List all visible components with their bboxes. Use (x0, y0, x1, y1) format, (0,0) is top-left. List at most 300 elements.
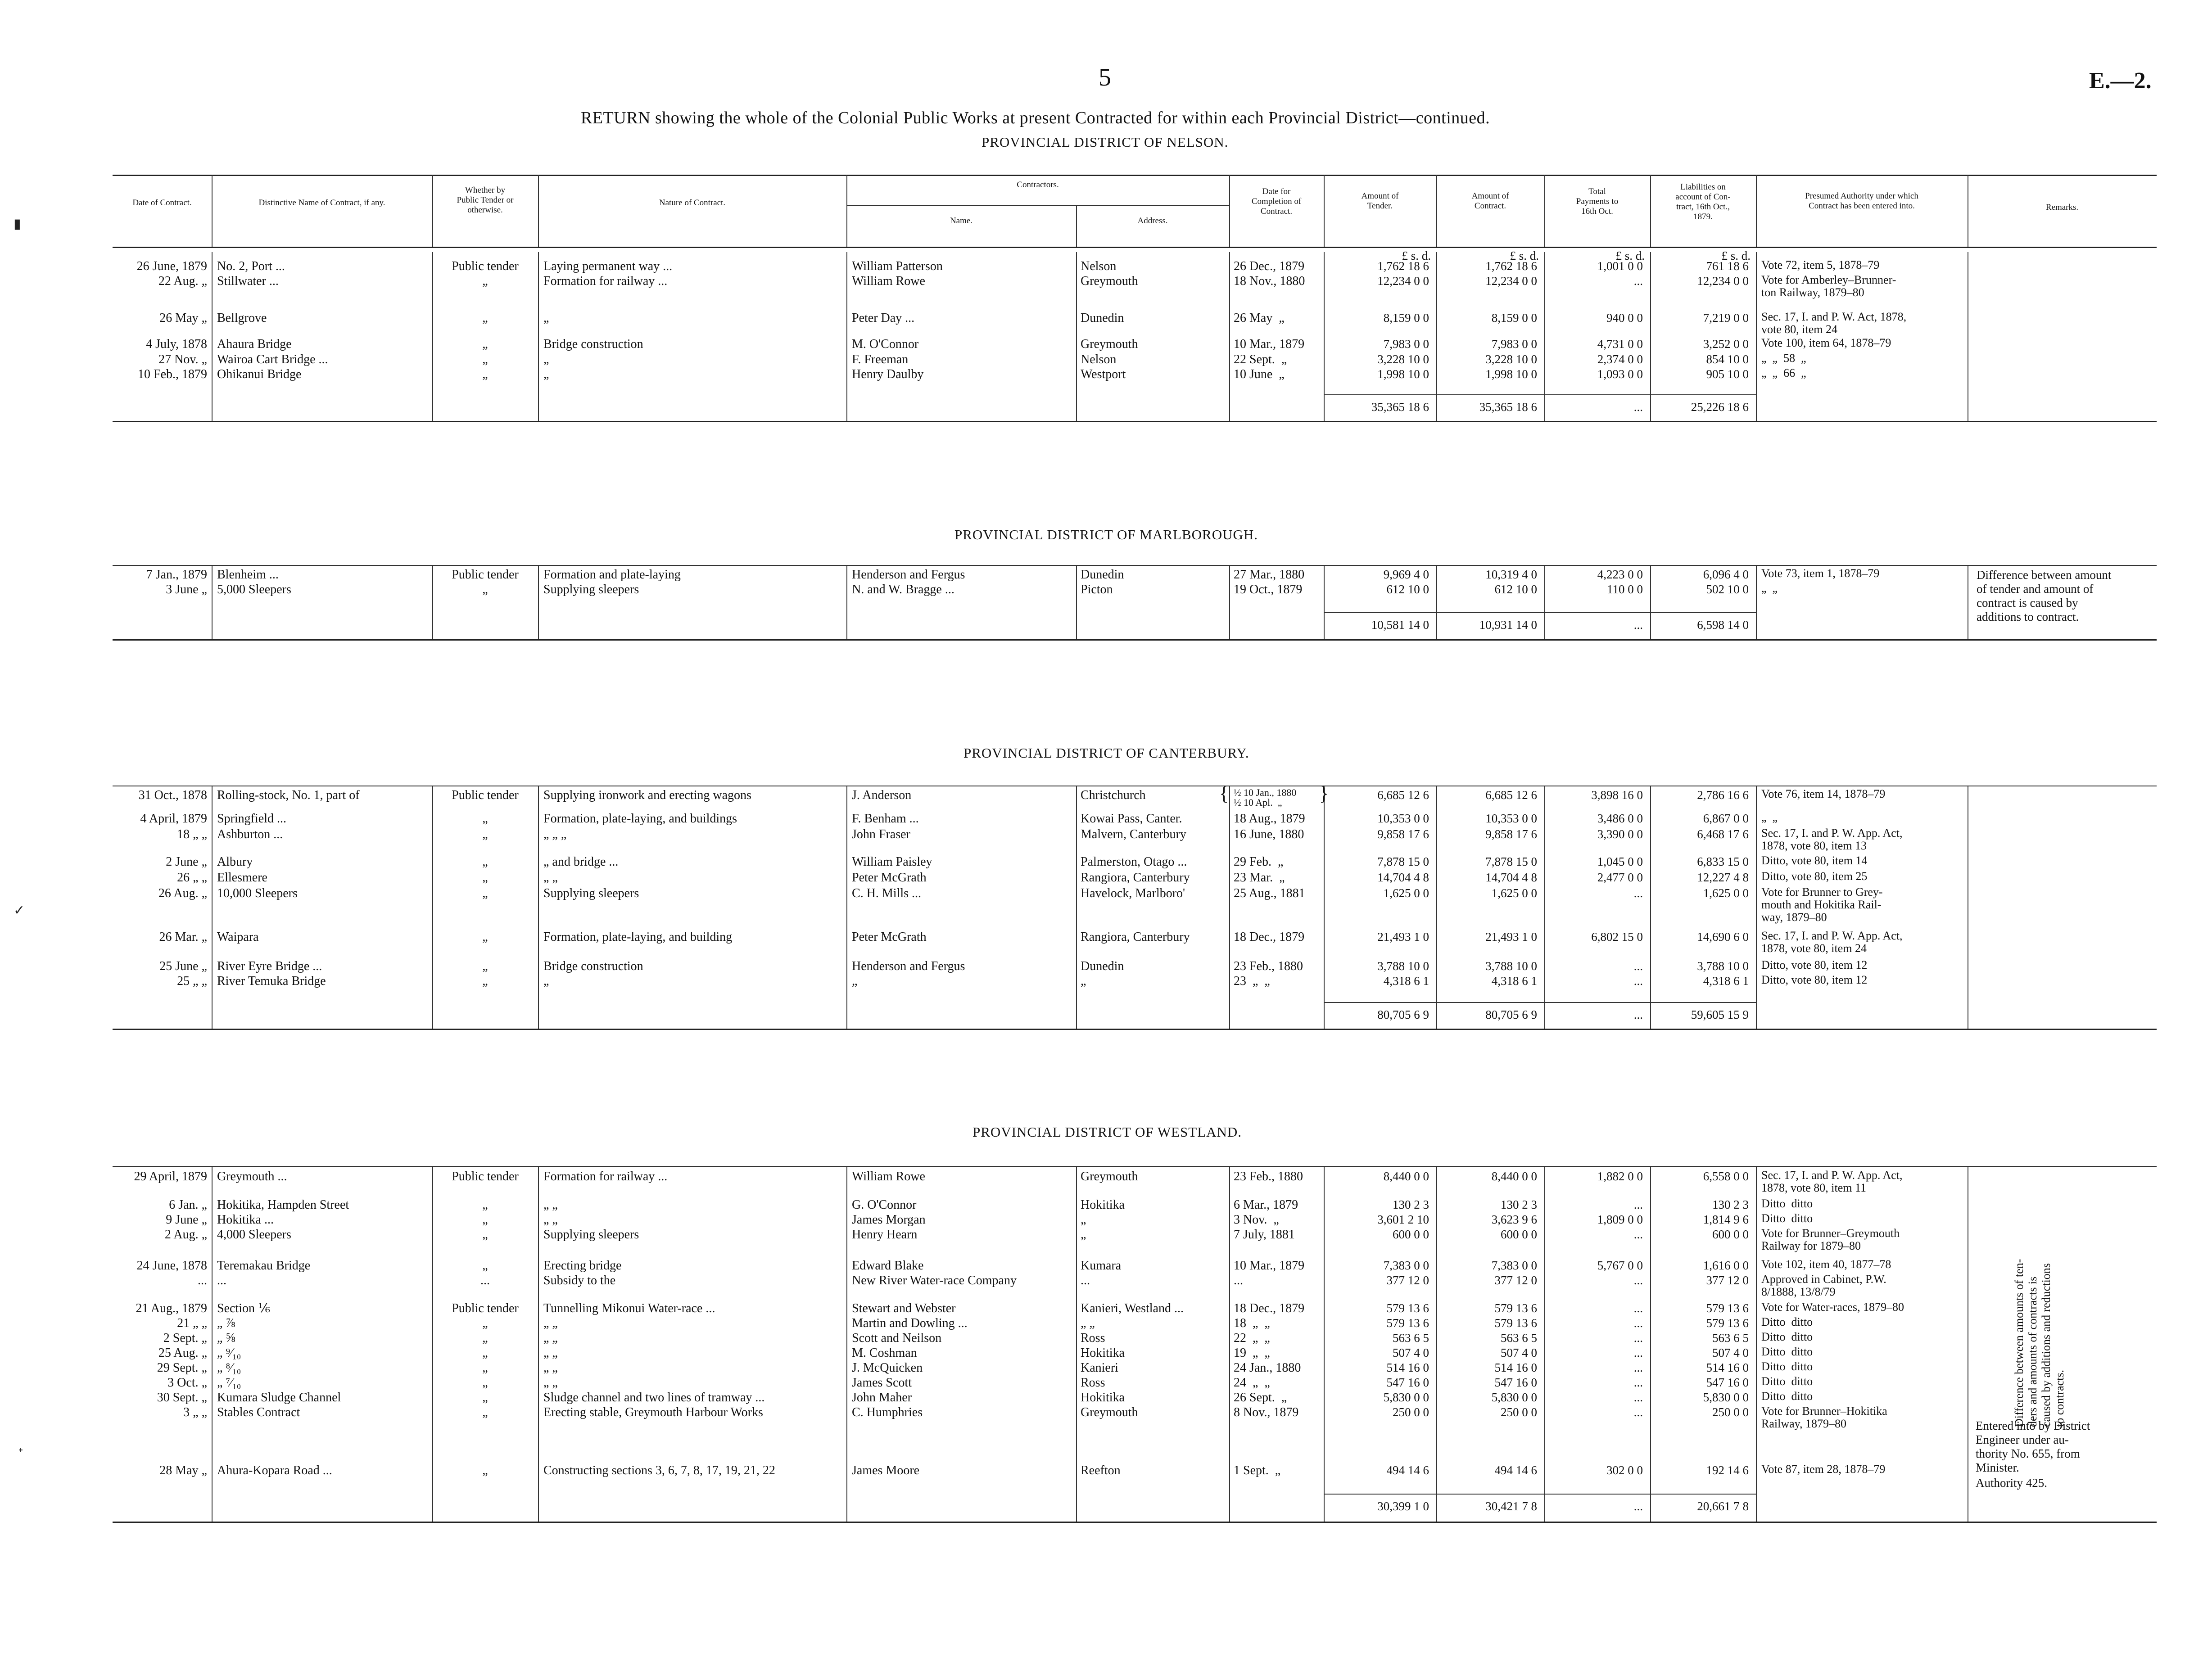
westland-row-nature: Erecting bridge (543, 1259, 622, 1273)
westland-row-contractor-name: Martin and Dowling ... (852, 1316, 968, 1330)
nelson-row-date: 4 July, 1878 (146, 337, 207, 351)
westland-row-date: 29 April, 1879 (134, 1170, 207, 1183)
nelson-row-tender-method: „ (482, 367, 488, 381)
westland-row-completion-date: 26 Sept. „ (1234, 1391, 1287, 1405)
rule (432, 565, 433, 639)
westland-row-amount: 494 14 6 (1494, 1463, 1537, 1477)
westland-row-date: 28 May „ (159, 1463, 207, 1477)
westland-row-completion-date: 7 July, 1881 (1234, 1228, 1295, 1242)
marlborough-row-amount: 6,096 4 0 (1703, 568, 1749, 581)
nelson-row-authority: Vote 100, item 64, 1878–79 (1761, 336, 1891, 349)
margin-mark: ᐩ (18, 1445, 23, 1460)
marlborough-row-completion-date: 19 Oct., 1879 (1234, 583, 1303, 596)
nelson-row-contract-name: Stillwater ... (217, 274, 279, 288)
canterbury-row-contractor-address: Havelock, Marlboro' (1081, 886, 1185, 900)
rule (538, 1166, 539, 1522)
westland-row-amount: 507 4 0 (1712, 1346, 1749, 1359)
westland-row-completion-date: 19 „ „ (1234, 1346, 1270, 1360)
nelson-row-authority: Vote for Amberley–Brunner- ton Railway, 1879–80 (1761, 273, 1896, 299)
canterbury-row-contractor-address: Dunedin (1081, 959, 1124, 973)
canterbury-row-contract-name: River Eyre Bridge ... (217, 959, 322, 973)
westland-row-contractor-address: Hokitika (1081, 1346, 1125, 1360)
westland-row-contractor-name: William Rowe (852, 1170, 925, 1183)
rule (432, 786, 433, 1029)
westland-row-tender-method: „ (482, 1331, 488, 1345)
nelson-row-completion-date: 18 Nov., 1880 (1234, 274, 1305, 288)
canterbury-row-tender-method: Public tender (452, 788, 519, 802)
westland-row-contractor-name: C. Humphries (852, 1405, 923, 1419)
rule (113, 247, 2157, 248)
westland-row-amount: 3,623 9 6 (1491, 1213, 1537, 1226)
marlborough-row-amount: 612 10 0 (1494, 583, 1537, 596)
westland-row-tender-method: „ (482, 1198, 488, 1212)
westland-row-nature: Supplying sleepers (543, 1228, 639, 1242)
canterbury-row-nature: „ „ (543, 871, 558, 885)
westland-row-amount: 514 16 0 (1386, 1361, 1429, 1374)
westland-row-authority: Sec. 17, I. and P. W. App. Act, 1878, vote 80, item 11 (1761, 1169, 1903, 1194)
rule (1650, 252, 1651, 421)
canterbury-row-amount: 9,858 17 6 (1377, 827, 1429, 841)
canterbury-row-amount: 1,625 0 0 (1383, 886, 1429, 900)
westland-row-nature: „ „ (543, 1376, 558, 1390)
westland-row-date: 2 Aug. „ (164, 1228, 207, 1242)
westland-row-amount: 130 2 3 (1712, 1198, 1749, 1211)
nelson-row-amount: 905 10 0 (1706, 367, 1749, 381)
canterbury-row-contractor-name: Peter McGrath (852, 871, 927, 885)
westland-row-amount: 514 16 0 (1494, 1361, 1537, 1374)
westland-row-contractor-address: „ (1081, 1228, 1086, 1242)
westland-row-amount: 579 13 6 (1386, 1316, 1429, 1330)
nelson-row-contractor-name: William Patterson (852, 259, 943, 273)
westland-row-contract-name: 4,000 Sleepers (217, 1228, 291, 1242)
westland-row-amount: 377 12 0 (1706, 1274, 1749, 1287)
rule (1544, 786, 1545, 1029)
canterbury-row-amount: ... (1633, 959, 1643, 973)
canterbury-row-contractor-address: Malvern, Canterbury (1081, 827, 1186, 841)
westland-row-contractor-address: Ross (1081, 1331, 1105, 1345)
westland-row-amount: 3,601 2 10 (1377, 1213, 1429, 1226)
westland-row-contractor-name: M. Coshman (852, 1346, 917, 1360)
rule (538, 786, 539, 1029)
rule (1756, 252, 1757, 421)
rule (1229, 1166, 1230, 1522)
canterbury-row-date: 18 „ „ (177, 827, 207, 841)
westland-district-title: PROVINCIAL DISTRICT OF WESTLAND. (973, 1124, 1242, 1140)
westland-row-contractor-name: Stewart and Webster (852, 1301, 956, 1315)
canterbury-row-amount: 14,704 4 8 (1377, 871, 1429, 884)
westland-row-authority: Vote for Water-races, 1879–80 (1761, 1301, 1904, 1314)
nelson-row-amount: 1,762 18 6 (1485, 259, 1537, 273)
canterbury-row-amount: ... (1633, 886, 1643, 900)
rule (1076, 1166, 1077, 1522)
westland-row-tender-method: „ (482, 1259, 488, 1273)
westland-row-contractor-name: J. McQuicken (852, 1361, 923, 1375)
canterbury-row-date: 2 June „ (166, 855, 207, 869)
canterbury-row-contract-name: Ashburton ... (217, 827, 283, 841)
westland-row-amount: 8,440 0 0 (1491, 1170, 1537, 1183)
marlborough-total: 10,931 14 0 (1479, 618, 1537, 632)
westland-row-authority: Ditto ditto (1761, 1197, 1813, 1210)
marlborough-row-contractor-name: N. and W. Bragge ... (852, 583, 954, 596)
westland-row-nature: „ „ (543, 1331, 558, 1345)
canterbury-row-completion-date: 16 June, 1880 (1234, 827, 1304, 841)
westland-row-nature: „ „ (543, 1198, 558, 1212)
canterbury-row-authority: Vote 76, item 14, 1878–79 (1761, 787, 1886, 800)
page-title: RETURN showing the whole of the Colonial Public Works at present Contracted for within each Provincial District—continued. (581, 108, 1490, 127)
canterbury-row-amount: 6,685 12 6 (1485, 788, 1537, 802)
westland-row-date: 21 „ „ (177, 1316, 207, 1330)
marlborough-row-amount: 612 10 0 (1386, 583, 1429, 596)
westland-row-contractor-address: „ „ (1081, 1316, 1095, 1330)
westland-row-authority: Vote 102, item 40, 1877–78 (1761, 1258, 1891, 1271)
canterbury-total: ... (1633, 1008, 1643, 1021)
westland-total: ... (1633, 1499, 1643, 1513)
rule (1324, 565, 1325, 639)
rule (1324, 252, 1325, 421)
nelson-row-amount: 2,374 0 0 (1597, 352, 1643, 366)
brace-mark: { (1219, 782, 1229, 804)
westland-row-tender-method: „ (482, 1346, 488, 1360)
nelson-row-contractor-name: Henry Daulby (852, 367, 924, 381)
canterbury-row-authority: Sec. 17, I. and P. W. App. Act, 1878, vote 80, item 24 (1761, 929, 1903, 955)
nelson-row-amount: 1,762 18 6 (1377, 259, 1429, 273)
canterbury-row-contractor-name: C. H. Mills ... (852, 886, 922, 900)
rule (1324, 786, 1325, 1029)
westland-row-amount: 494 14 6 (1386, 1463, 1429, 1477)
col-header-name: Distinctive Name of Contract, if any. (258, 198, 385, 208)
rule (1229, 565, 1230, 639)
westland-row-contractor-name: John Maher (852, 1391, 912, 1405)
westland-row-amount: 377 12 0 (1386, 1274, 1429, 1287)
nelson-row-authority: Sec. 17, I. and P. W. Act, 1878, vote 80, item 24 (1761, 310, 1907, 336)
canterbury-row-nature: Bridge construction (543, 959, 643, 973)
westland-row-contractor-name: James Morgan (852, 1213, 926, 1227)
nelson-row-contractor-name: Peter Day ... (852, 311, 915, 325)
westland-row-completion-date: ... (1234, 1274, 1243, 1287)
canterbury-row-completion-date: 23 Mar. „ (1234, 871, 1285, 885)
canterbury-row-contractor-name: Peter McGrath (852, 930, 927, 944)
westland-row-amount: 563 6 5 (1393, 1331, 1429, 1345)
nelson-total: 35,365 18 6 (1479, 400, 1537, 414)
canterbury-row-amount: 2,786 16 6 (1697, 788, 1749, 802)
col-header-payments: Total Payments to 16th Oct. (1576, 187, 1619, 216)
canterbury-row-contract-name: Rolling-stock, No. 1, part of (217, 788, 360, 802)
nelson-row-completion-date: 22 Sept. „ (1234, 352, 1287, 366)
rule (212, 175, 213, 247)
nelson-row-amount: 761 18 6 (1706, 259, 1749, 273)
marlborough-row-nature: Formation and plate-laying (543, 568, 681, 582)
nelson-row-date: 26 June, 1879 (136, 259, 207, 273)
rule (1076, 205, 1077, 247)
canterbury-row-authority: Ditto, vote 80, item 14 (1761, 854, 1868, 867)
westland-row-amount: 7,383 0 0 (1383, 1259, 1429, 1272)
nelson-row-contractor-name: F. Freeman (852, 352, 909, 366)
westland-row-amount: ... (1633, 1405, 1643, 1419)
rule (113, 565, 2157, 566)
rule (1544, 565, 1545, 639)
rule (1229, 252, 1230, 421)
document-reference: E.—2. (2089, 68, 2152, 94)
canterbury-row-tender-method: „ (482, 930, 488, 944)
nelson-total: 35,365 18 6 (1371, 400, 1429, 414)
westland-row-amount: 1,882 0 0 (1597, 1170, 1643, 1183)
rule (212, 786, 213, 1029)
canterbury-row-tender-method: „ (482, 959, 488, 973)
col-header-contractors: Contractors. (1017, 180, 1059, 190)
westland-row-tender-method: „ (482, 1316, 488, 1330)
canterbury-row-completion-date: ½ 10 Jan., 1880 ½ 10 Apl. „ (1234, 787, 1297, 808)
canterbury-row-amount: 6,867 0 0 (1703, 812, 1749, 825)
col-header-contractor-name: Name. (950, 216, 973, 226)
marlborough-row-contractor-address: Picton (1081, 583, 1113, 596)
westland-row-amount: ... (1633, 1198, 1643, 1211)
rule (538, 252, 539, 421)
nelson-row-amount: 12,234 0 0 (1377, 274, 1429, 288)
westland-row-contract-name: Stables Contract (217, 1405, 300, 1419)
westland-row-nature: „ „ (543, 1346, 558, 1360)
westland-row-amount: 250 0 0 (1712, 1405, 1749, 1419)
canterbury-row-contractor-address: Palmerston, Otago ... (1081, 855, 1187, 869)
nelson-row-contractor-address: Nelson (1081, 352, 1117, 366)
rule (1076, 565, 1077, 639)
westland-row-tender-method: „ (482, 1213, 488, 1227)
canterbury-row-date: 25 June „ (159, 959, 207, 973)
westland-row-contract-name: Kumara Sludge Channel (217, 1391, 341, 1405)
westland-row-date: 3 „ „ (183, 1405, 207, 1419)
westland-row-authority: Vote for Brunner–Greymouth Railway for 1879–80 (1761, 1227, 1900, 1252)
canterbury-row-amount: 3,788 10 0 (1377, 959, 1429, 973)
westland-row-amount: 563 6 5 (1501, 1331, 1537, 1345)
westland-row-contract-name: ... (217, 1274, 226, 1287)
westland-row-nature: Formation for railway ... (543, 1170, 668, 1183)
canterbury-row-nature: Formation, plate-laying, and buildings (543, 812, 737, 826)
canterbury-total: 59,605 15 9 (1691, 1008, 1749, 1021)
nelson-row-contract-name: Bellgrove (217, 311, 267, 325)
westland-row-amount: 1,809 0 0 (1597, 1213, 1643, 1226)
canterbury-row-completion-date: 25 Aug., 1881 (1234, 886, 1305, 900)
canterbury-row-amount: 10,353 0 0 (1485, 812, 1537, 825)
canterbury-row-amount: 3,788 10 0 (1485, 959, 1537, 973)
col-header-contractor-address: Address. (1137, 216, 1168, 226)
rule (113, 1522, 2157, 1523)
rule (1756, 1166, 1757, 1522)
westland-row-completion-date: 6 Mar., 1879 (1234, 1198, 1298, 1212)
nelson-row-tender-method: „ (482, 311, 488, 325)
nelson-row-amount: 3,252 0 0 (1703, 337, 1749, 351)
marlborough-row-amount: 4,223 0 0 (1597, 568, 1643, 581)
canterbury-row-amount: 4,318 6 1 (1491, 974, 1537, 988)
westland-row-amount: 579 13 6 (1706, 1301, 1749, 1315)
canterbury-row-tender-method: „ (482, 974, 488, 988)
nelson-row-date: 10 Feb., 1879 (138, 367, 207, 381)
westland-row-contractor-address: Kanieri (1081, 1361, 1118, 1375)
canterbury-row-amount: 1,625 0 0 (1703, 886, 1749, 900)
canterbury-row-amount: ... (1633, 974, 1643, 988)
canterbury-row-authority: „ „ (1761, 811, 1778, 824)
canterbury-row-amount: 6,685 12 6 (1377, 788, 1429, 802)
westland-row-authority: Ditto ditto (1761, 1390, 1813, 1403)
canterbury-row-amount: 6,468 17 6 (1697, 827, 1749, 841)
col-header-nature: Nature of Contract. (659, 198, 726, 208)
marlborough-row-date: 3 June „ (166, 583, 207, 596)
rule (212, 1166, 213, 1522)
westland-row-amount: 600 0 0 (1501, 1228, 1537, 1241)
nelson-row-contractor-address: Greymouth (1081, 337, 1138, 351)
lsd-units-label: £ s. d. (1402, 249, 1431, 262)
canterbury-row-amount: 6,833 15 0 (1697, 855, 1749, 868)
marlborough-row-contract-name: 5,000 Sleepers (217, 583, 291, 596)
westland-row-contract-name: Ahura-Kopara Road ... (217, 1463, 332, 1477)
canterbury-total: 80,705 6 9 (1377, 1008, 1429, 1021)
westland-row-amount: 507 4 0 (1393, 1346, 1429, 1359)
canterbury-row-authority: Ditto, vote 80, item 12 (1761, 973, 1868, 986)
westland-row-amount: 514 16 0 (1706, 1361, 1749, 1374)
nelson-row-date: 22 Aug. „ (158, 274, 207, 288)
rule (538, 175, 539, 247)
col-header-completion: Date for Completion of Contract. (1251, 187, 1302, 216)
westland-row-amount: ... (1633, 1376, 1643, 1389)
westland-row-completion-date: 23 Feb., 1880 (1234, 1170, 1303, 1183)
westland-row-contractor-name: G. O'Connor (852, 1198, 917, 1212)
nelson-row-amount: 8,159 0 0 (1383, 311, 1429, 325)
canterbury-row-amount: 3,486 0 0 (1597, 812, 1643, 825)
westland-row-amount: 507 4 0 (1501, 1346, 1537, 1359)
nelson-total: ... (1633, 400, 1643, 414)
rule (432, 1166, 433, 1522)
marlborough-row-contract-name: Blenheim ... (217, 568, 279, 582)
westland-row-date: 2 Sept. „ (163, 1331, 207, 1345)
canterbury-row-contractor-name: „ (852, 974, 858, 988)
westland-row-amount: 377 12 0 (1494, 1274, 1537, 1287)
westland-row-contract-name: „ ⁸⁄₁₀ (217, 1361, 241, 1375)
rule (212, 565, 213, 639)
canterbury-row-nature: „ and bridge ... (543, 855, 619, 869)
nelson-row-nature: Formation for railway ... (543, 274, 668, 288)
rule (1324, 1002, 1756, 1003)
marlborough-row-nature: Supplying sleepers (543, 583, 639, 596)
nelson-total: 25,226 18 6 (1691, 400, 1749, 414)
westland-row-tender-method: „ (482, 1463, 488, 1477)
westland-row-completion-date: 18 Dec., 1879 (1234, 1301, 1305, 1315)
canterbury-row-amount: 7,878 15 0 (1485, 855, 1537, 868)
rule (1436, 565, 1437, 639)
westland-row-amount: 547 16 0 (1706, 1376, 1749, 1389)
rule (1436, 786, 1437, 1029)
westland-row-contract-name: Greymouth ... (217, 1170, 287, 1183)
nelson-row-contractor-address: Westport (1081, 367, 1126, 381)
nelson-row-amount: 854 10 0 (1706, 352, 1749, 366)
marlborough-district-title: PROVINCIAL DISTRICT OF MARLBOROUGH. (954, 527, 1258, 542)
westland-row-tender-method: ... (480, 1274, 490, 1287)
westland-row-tender-method: Public tender (452, 1170, 519, 1183)
col-header-date: Date of Contract. (132, 198, 192, 208)
rule (1436, 1166, 1437, 1522)
nelson-row-tender-method: Public tender (452, 259, 519, 273)
marlborough-total: ... (1633, 618, 1643, 632)
canterbury-row-contractor-address: Rangiora, Canterbury (1081, 871, 1190, 885)
marlborough-row-amount: 110 0 0 (1607, 583, 1643, 596)
nelson-row-authority: Vote 72, item 5, 1878–79 (1761, 258, 1880, 271)
westland-row-date: 30 Sept. „ (157, 1391, 207, 1405)
westland-row-contractor-address: Reefton (1081, 1463, 1121, 1477)
rule (1756, 786, 1757, 1029)
westland-row-contractor-name: James Scott (852, 1376, 912, 1390)
canterbury-row-date: 26 „ „ (177, 871, 207, 885)
westland-row-amount: 547 16 0 (1386, 1376, 1429, 1389)
westland-row-authority: Ditto ditto (1761, 1315, 1813, 1328)
westland-row-nature: „ „ (543, 1213, 558, 1227)
westland-row-contractor-name: New River Water-race Company (852, 1274, 1017, 1287)
rule (113, 1166, 2157, 1167)
nelson-row-authority: „ „ 58 „ (1761, 352, 1806, 365)
rule (1650, 786, 1651, 1029)
westland-row-contractor-address: Hokitika (1081, 1391, 1125, 1405)
westland-row-amount: ... (1633, 1346, 1643, 1359)
canterbury-row-contractor-address: Rangiora, Canterbury (1081, 930, 1190, 944)
westland-row-amount: 6,558 0 0 (1703, 1170, 1749, 1183)
rule (846, 1166, 847, 1522)
canterbury-row-completion-date: 23 „ „ (1234, 974, 1270, 988)
westland-row-nature: Constructing sections 3, 6, 7, 8, 17, 19, 21, 22 (543, 1463, 775, 1477)
nelson-row-nature: Bridge construction (543, 337, 643, 351)
canterbury-row-date: 26 Aug. „ (158, 886, 207, 900)
westland-row-amount: 579 13 6 (1386, 1301, 1429, 1315)
westland-row-amount: ... (1633, 1228, 1643, 1241)
nelson-row-amount: ... (1633, 274, 1643, 288)
westland-row-tender-method: Public tender (452, 1301, 519, 1315)
westland-row-amount: ... (1633, 1391, 1643, 1404)
marlborough-row-amount: 10,319 4 0 (1485, 568, 1537, 581)
rule (1650, 1166, 1651, 1522)
westland-row-amount: 250 0 0 (1501, 1405, 1537, 1419)
westland-total: 20,661 7 8 (1697, 1499, 1749, 1513)
nelson-row-contract-name: Wairoa Cart Bridge ... (217, 352, 328, 366)
westland-row-amount: 130 2 3 (1393, 1198, 1429, 1211)
westland-row-date: 9 June „ (166, 1213, 207, 1227)
westland-row-contract-name: Teremakau Bridge (217, 1259, 311, 1273)
page-number: 5 (1099, 63, 1111, 91)
nelson-row-amount: 3,228 10 0 (1377, 352, 1429, 366)
marlborough-row-amount: 502 10 0 (1706, 583, 1749, 596)
rule (1229, 786, 1230, 1029)
canterbury-row-amount: 3,390 0 0 (1597, 827, 1643, 841)
rule (113, 1029, 2157, 1030)
westland-row-date: 29 Sept. „ (157, 1361, 207, 1375)
canterbury-row-contractor-name: William Paisley (852, 855, 932, 869)
marlborough-row-tender-method: Public tender (452, 568, 519, 582)
nelson-row-contractor-address: Nelson (1081, 259, 1117, 273)
westland-row-amount: 600 0 0 (1712, 1228, 1749, 1241)
nelson-row-amount: 12,234 0 0 (1485, 274, 1537, 288)
westland-row-contractor-address: Ross (1081, 1376, 1105, 1390)
rule (1544, 252, 1545, 421)
westland-row-amount: 250 0 0 (1393, 1405, 1429, 1419)
lsd-units-label: £ s. d. (1510, 249, 1539, 262)
nelson-row-nature: „ (543, 352, 549, 366)
canterbury-row-tender-method: „ (482, 827, 488, 841)
canterbury-row-tender-method: „ (482, 886, 488, 900)
margin-mark: ▮ (14, 217, 21, 231)
nelson-row-contractor-address: Dunedin (1081, 311, 1124, 325)
marlborough-row-contractor-name: Henderson and Fergus (852, 568, 965, 582)
westland-row-amount: 192 14 6 (1706, 1463, 1749, 1477)
westland-row-completion-date: 24 „ „ (1234, 1376, 1270, 1390)
margin-mark: ✓ (14, 903, 25, 918)
westland-row-completion-date: 10 Mar., 1879 (1234, 1259, 1305, 1273)
nelson-row-amount: 7,983 0 0 (1491, 337, 1537, 351)
canterbury-row-contract-name: Waipara (217, 930, 259, 944)
canterbury-row-completion-date: 18 Aug., 1879 (1234, 812, 1305, 826)
